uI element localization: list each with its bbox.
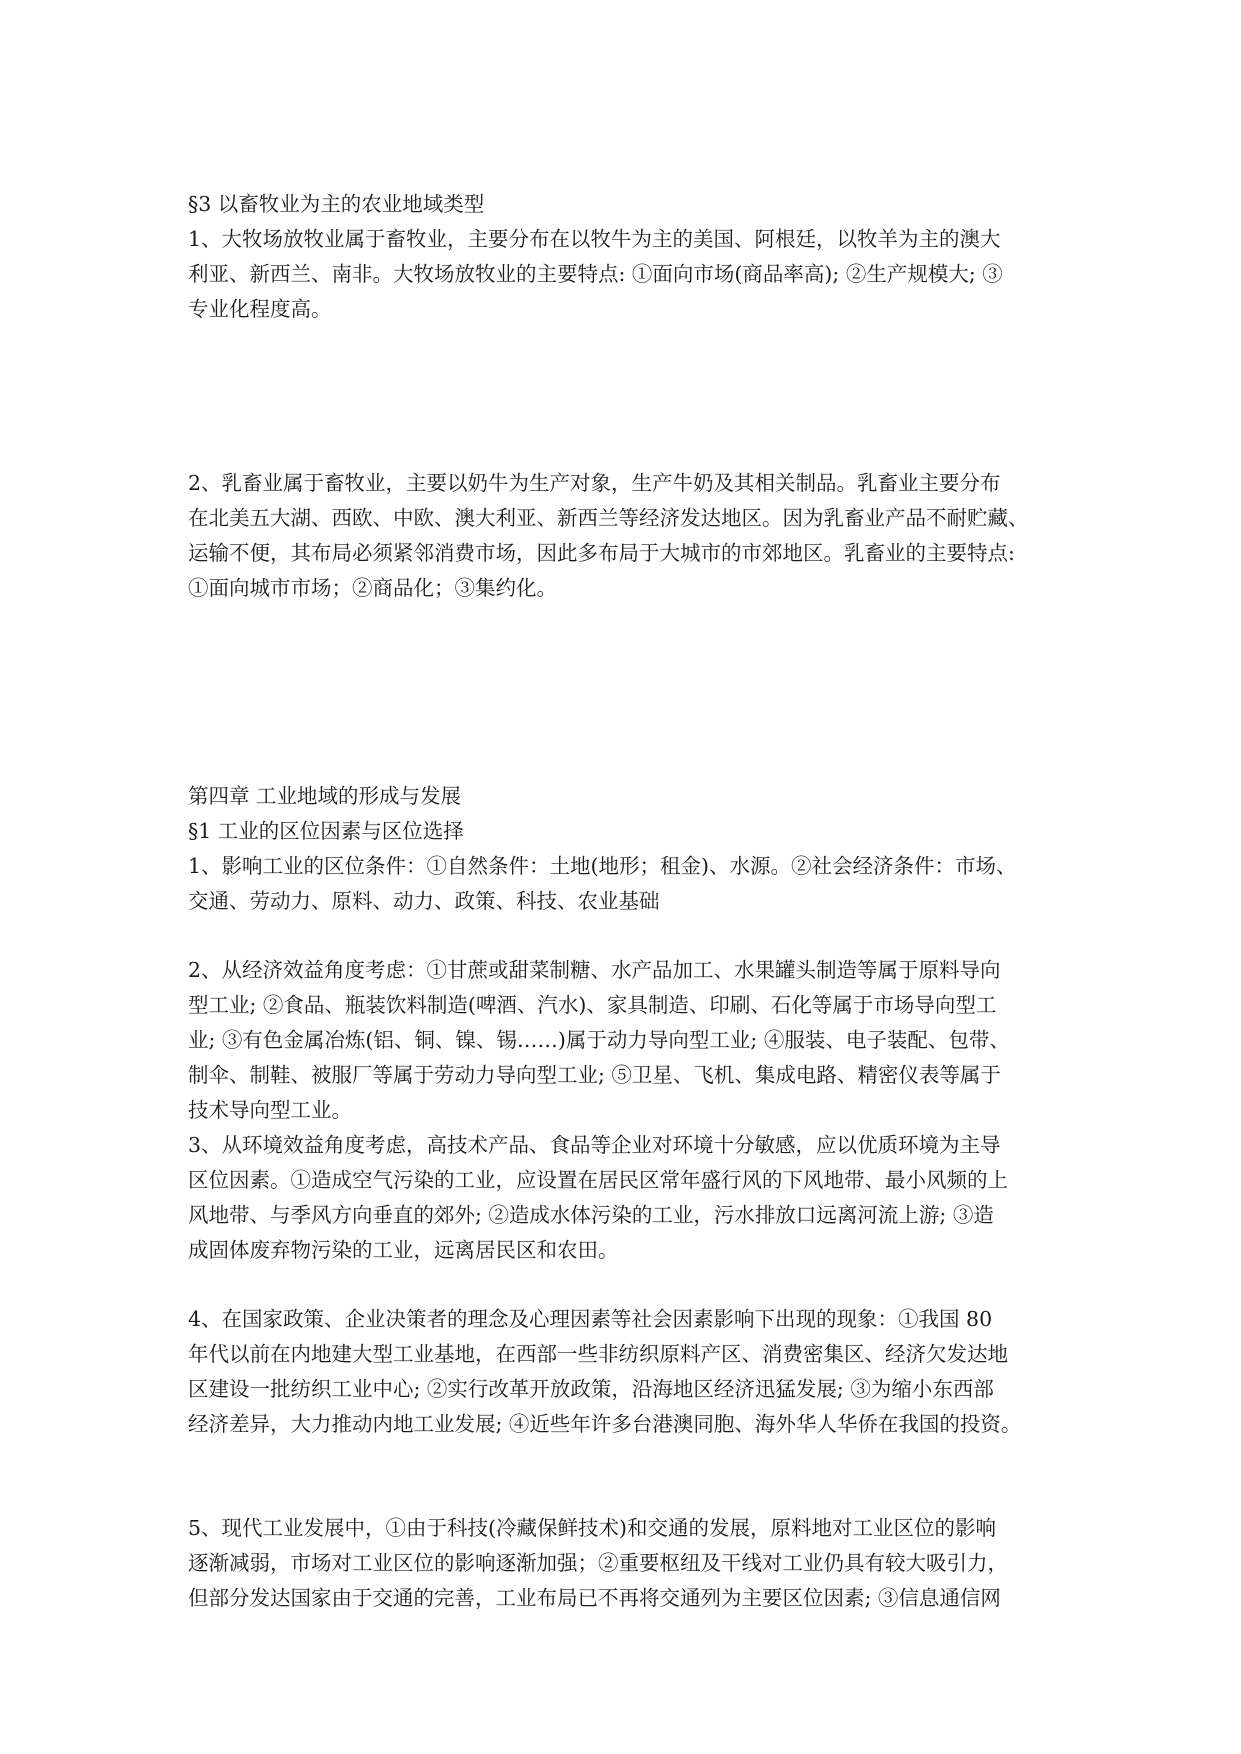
paragraph-line: 1、大牧场放牧业属于畜牧业，主要分布在以牧牛为主的美国、阿根廷，以牧羊为主的澳大 [188, 227, 1001, 251]
paragraph-line: 4、在国家政策、企业决策者的理念及心理因素等社会因素影响下出现的现象：①我国 80 [188, 1307, 993, 1331]
paragraph-line: 2、乳畜业属于畜牧业，主要以奶牛为生产对象，生产牛奶及其相关制品。乳畜业主要分布 [188, 471, 1001, 495]
section-heading: §1 工业的区位因素与区位选择 [188, 819, 464, 843]
paragraph-line: 技术导向型工业。 [188, 1098, 352, 1122]
paragraph-line: 制伞、制鞋、被服厂等属于劳动力导向型工业; ⑤卫星、飞机、集成电路、精密仪表等属于 [188, 1063, 1001, 1087]
paragraph-line: 风地带、与季风方向垂直的郊外; ②造成水体污染的工业，污水排放口远离河流上游; ③造 [188, 1203, 994, 1227]
paragraph-line: ①面向城市市场；②商品化；③集约化。 [188, 576, 557, 600]
paragraph-line: 区建设一批纺织工业中心; ②实行改革开放政策，沿海地区经济迅猛发展; ③为缩小东西部 [188, 1377, 994, 1401]
paragraph-line: 3、从环境效益角度考虑，高技术产品、食品等企业对环境十分敏感，应以优质环境为主导 [188, 1133, 1001, 1157]
paragraph-line: 经济差异，大力推动内地工业发展; ④近些年许多台港澳同胞、海外华人华侨在我国的投资。 [188, 1412, 1022, 1436]
paragraph-line: 1、影响工业的区位条件：①自然条件：土地(地形；租金)、水源。②社会经济条件：市场、 [188, 854, 1017, 878]
paragraph-line: 逐渐减弱，市场对工业区位的影响逐渐加强；②重要枢纽及干线对工业仍具有较大吸引力， [188, 1551, 1008, 1575]
paragraph-line: 交通、劳动力、原料、动力、政策、科技、农业基础 [188, 889, 660, 913]
paragraph-line: 5、现代工业发展中，①由于科技(冷藏保鲜技术)和交通的发展，原料地对工业区位的影响 [188, 1516, 997, 1540]
section-heading: §3 以畜牧业为主的农业地域类型 [188, 192, 485, 216]
chapter-heading: 第四章 工业地域的形成与发展 [188, 784, 462, 808]
paragraph-line: 成固体废弃物污染的工业，远离居民区和农田。 [188, 1238, 619, 1262]
paragraph-line: 业; ③有色金属冶炼(铝、铜、镍、锡……)属于动力导向型工业; ④服装、电子装配、包带、 [188, 1028, 1010, 1052]
paragraph-line: 型工业; ②食品、瓶装饮料制造(啤酒、汽水)、家具制造、印刷、石化等属于市场导向型工 [188, 993, 997, 1017]
paragraph-line: 年代以前在内地建大型工业基地，在西部一些非纺织原料产区、消费密集区、经济欠发达地 [188, 1342, 1008, 1366]
paragraph-line: 区位因素。①造成空气污染的工业，应设置在居民区常年盛行风的下风地带、最小风频的上 [188, 1168, 1008, 1192]
paragraph-line: 运输不便，其布局必须紧邻消费市场，因此多布局于大城市的市郊地区。乳畜业的主要特点: [188, 541, 1015, 565]
paragraph-line: 利亚、新西兰、南非。大牧场放牧业的主要特点: ①面向市场(商品率高); ②生产规模大; ③ [188, 262, 1003, 286]
paragraph-line: 专业化程度高。 [188, 297, 332, 321]
paragraph-line: 在北美五大湖、西欧、中欧、澳大利亚、新西兰等经济发达地区。因为乳畜业产品不耐贮藏、 [188, 506, 1029, 530]
paragraph-line: 但部分发达国家由于交通的完善，工业布局已不再将交通列为主要区位因素; ③信息通信网 [188, 1586, 1001, 1610]
paragraph-line: 2、从经济效益角度考虑：①甘蔗或甜菜制糖、水产品加工、水果罐头制造等属于原料导向 [188, 958, 1001, 982]
